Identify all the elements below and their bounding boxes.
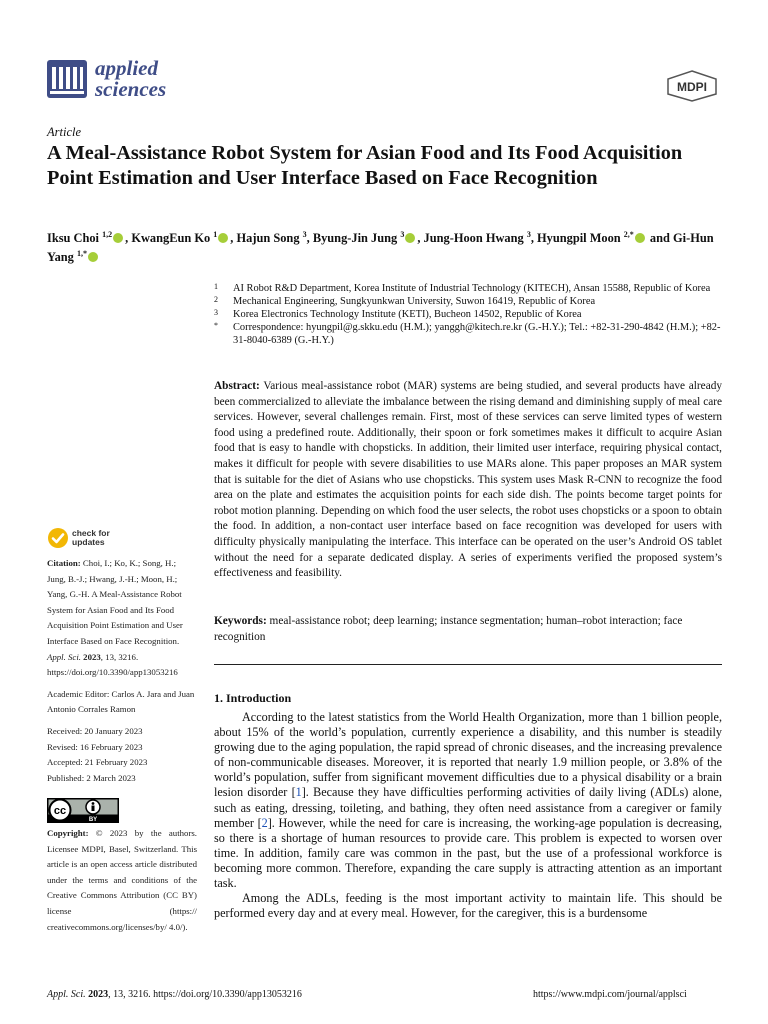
affiliation-text: Mechanical Engineering, Sungkyunkwan University, Suwon 16419, Republic of Korea xyxy=(233,296,596,307)
accepted-date: Accepted: 21 February 2023 xyxy=(47,757,148,768)
orcid-icon[interactable] xyxy=(218,233,228,243)
citation xyxy=(47,556,197,681)
introduction-body xyxy=(214,710,722,921)
creative-commons-icon[interactable] xyxy=(47,798,119,823)
citation-link-2[interactable]: 2 xyxy=(261,815,268,830)
keywords-label: Keywords: xyxy=(214,615,267,627)
affiliation-item xyxy=(214,295,724,308)
citation-label: Citation: xyxy=(47,558,81,568)
check-updates-line1: check for xyxy=(72,528,110,538)
section-heading-introduction: 1. Introduction xyxy=(214,691,292,705)
author-name: Byung-Jin Jung xyxy=(312,231,398,246)
affiliation-item xyxy=(214,321,724,347)
mdpi-logo-icon xyxy=(666,70,718,102)
affiliation-item xyxy=(214,282,724,295)
journal-name xyxy=(95,58,166,100)
check-updates-text xyxy=(72,529,110,547)
cc-by-label: BY xyxy=(88,817,98,823)
author-separator: , xyxy=(230,231,237,246)
check-for-updates-badge[interactable] xyxy=(47,527,137,551)
author-separator: and xyxy=(646,231,673,246)
mdpi-logo-text: MDPI xyxy=(677,80,707,94)
received-date: Received: 20 January 2023 xyxy=(47,725,143,736)
academic-editor: Academic Editor: Carlos A. Jara and Juan Antonio Corrales Ramon xyxy=(47,688,195,715)
orcid-icon[interactable] xyxy=(405,233,415,243)
author-name: Hajun Song xyxy=(236,231,300,246)
orcid-icon[interactable] xyxy=(635,233,645,243)
journal-name-line2: sciences xyxy=(95,77,167,101)
abstract-label: Abstract: xyxy=(214,380,260,392)
author-list xyxy=(47,227,727,265)
affiliations xyxy=(214,282,724,347)
intro-text: ]. Because they have difficulties performing activities of daily living (ADLs) alone, such as eating, dressing, toileting, and bathing, they often need assistance from a caregiver or family member [ xyxy=(214,785,723,830)
orcid-icon[interactable] xyxy=(113,233,123,243)
published-date: Published: 2 March 2023 xyxy=(47,772,136,783)
citation-year: 2023 xyxy=(83,651,101,662)
check-updates-icon xyxy=(47,527,69,549)
affiliation-text: AI Robot R&D Department, Korea Institute of Industrial Technology (KITECH), Ansan 15588, Republic of Korea xyxy=(233,283,711,294)
footer-journal: Appl. Sci. xyxy=(47,989,86,1000)
author-name: Iksu Choi xyxy=(47,231,100,246)
abstract-text: Various meal-assistance robot (MAR) systems are being studied, and several products have already been commercialized to alleviate the imbalance between the rising demand and diminishing supply of meal care services. However, several challenges remain. First, most of these services can serve limited types of western food using a predefined route. Additionally, their spoon or fork sometimes makes it difficult to acquire Asian food that is easy to handle with chopsticks. In addition, their limited user interface, requiring physical contact, makes it difficult for people with severe disabilities to use MARs alone. This paper proposes an MAR system that is suitable for the diet of Asians who use chopsticks. This system uses Mask R-CNN to recognize the food area on the plate and estimates the acquisition points for each side dish. The points become target points for robot motion planning. Depending on which food the user selects, the robot uses chopsticks or a spoon to obtain the food. In addition, a non-contact user interface based on face recognition was developed for users with difficulty physically manipulating the interface. This interface can be operated on the user’s Android OS tablet without the need for a separate dedicated display. A series of experiments verified the proposed system’s effectiveness and feasibility. xyxy=(214,380,723,580)
affiliation-mark: * xyxy=(214,321,218,330)
intro-text: According to the latest statistics from the World Health Organization, more than 1 billion people, about 15% of the world’s population, currently experience a disability, and this number is steadily growing due to the aging population, the rapid spread of chronic diseases, and the increasing prevalence of non-communicable diseases. Moreover, it is reported that nearly 1.9 million people, or 3.8% of the world’s population, suffer from significant movement difficulties due to a physical disability or a brain lesion disorder [ xyxy=(214,710,722,800)
affiliation-text: Correspondence: hyungpil@g.skku.edu (H.M.); yanggh@kitech.re.kr (G.-H.Y.); Tel.: +82-31-290-4842 (H.M.); +82-31-8040-6389 (G.-H.Y.) xyxy=(233,322,721,346)
footer-citation xyxy=(47,989,302,1000)
orcid-icon[interactable] xyxy=(88,252,98,262)
copyright-text: © 2023 by the authors. Licensee MDPI, Basel, Switzerland. This article is an open access article distributed under the terms and conditions of the Creative Commons Attribution (CC BY) license (https:// creativecommons.org/licenses/by/ 4.0/). xyxy=(47,828,197,932)
citation-link-1[interactable]: 1 xyxy=(295,785,302,800)
footer-year: 2023 xyxy=(88,989,109,1000)
affiliation-mark: 1 xyxy=(214,282,218,291)
check-updates-line2: updates xyxy=(72,537,105,547)
keywords xyxy=(214,614,722,645)
author-separator: , xyxy=(530,231,538,246)
author-name: Jung-Hoon Hwang xyxy=(423,231,524,246)
article-info-sidebar xyxy=(47,556,197,786)
intro-paragraph: Among the ADLs, feeding is the most important activity to maintain life. This should be performed every day and at every meal. However, for the caregiver, this is a burdensome xyxy=(214,891,722,921)
author-affiliation-mark: 2,* xyxy=(623,230,634,239)
citation-journal: Appl. Sci. xyxy=(47,651,81,662)
section-divider xyxy=(214,664,722,665)
author-affiliation-mark: 3 xyxy=(526,230,531,239)
author-affiliation-mark: 3 xyxy=(302,230,307,239)
footer-journal-url[interactable]: https://www.mdpi.com/journal/applsci xyxy=(533,989,687,1000)
abstract xyxy=(214,379,722,582)
journal-name-line1: applied xyxy=(95,56,158,80)
author-separator: , xyxy=(125,231,132,246)
affiliation-mark: 3 xyxy=(214,308,218,317)
author-name: Hyungpil Moon xyxy=(537,231,621,246)
affiliation-item xyxy=(214,308,724,321)
author-affiliation-mark: 3 xyxy=(400,230,405,239)
author-name: Gi-Hun Yang xyxy=(47,231,714,265)
footer-doi: , 13, 3216. https://doi.org/10.3390/app13053216 xyxy=(108,989,302,1000)
author-affiliation-mark: 1 xyxy=(213,230,218,239)
keywords-text: meal-assistance robot; deep learning; instance segmentation; human–robot interaction; face recognition xyxy=(214,615,683,643)
author-name: KwangEun Ko xyxy=(131,231,211,246)
author-affiliation-mark: 1,2 xyxy=(102,230,113,239)
intro-text: ]. However, while the need for care is increasing, the working-age population is decreasing, so there is a shortage of human resources to provide care. This problem is expected to worsen over time. In addition, family care was common in the past, but the use of a professional workforce is becoming more common. Therefore, expanding the care supply is attracting attention as an important task. xyxy=(214,815,722,891)
citation-text: Choi, I.; Ko, K.; Song, H.; Jung, B.-J.; Hwang, J.-H.; Moon, H.; Yang, G.-H. A Meal-Assistance Robot System for Asian Food and Its Food Acquisition Point Estimation and User Interface Based on Face Recognition. xyxy=(47,558,183,646)
article-type: Article xyxy=(47,125,82,139)
author-separator: , xyxy=(417,231,424,246)
intro-paragraph xyxy=(214,710,722,891)
copyright-label: Copyright: xyxy=(47,828,89,838)
affiliation-mark: 2 xyxy=(214,295,218,304)
journal-logo-icon xyxy=(47,60,87,98)
copyright-notice xyxy=(47,826,197,935)
cc-mark: cc xyxy=(53,805,67,817)
revised-date: Revised: 16 February 2023 xyxy=(47,741,143,752)
article-title: A Meal-Assistance Robot System for Asian Food and Its Food Acquisition Point Estimation and User Interface Based on Face Recognition xyxy=(47,142,683,189)
author-affiliation-mark: 1,* xyxy=(76,249,87,259)
citation-doi: , 13, 3216. https://doi.org/10.3390/app13053216 xyxy=(47,651,178,678)
affiliation-text: Korea Electronics Technology Institute (KETI), Bucheon 14502, Republic of Korea xyxy=(233,309,582,320)
author-separator: , xyxy=(306,231,313,246)
